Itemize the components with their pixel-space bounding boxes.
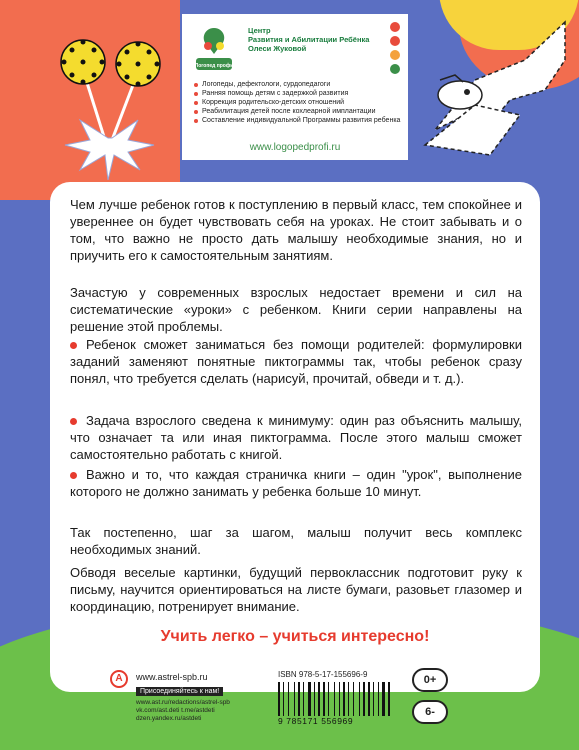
dandelion-illustration [50,20,175,180]
barcode-bar [328,682,329,716]
barcode-image [278,682,398,716]
pterodactyl-illustration [415,20,579,170]
slogan: Учить легко – учиться интересно! [160,628,430,645]
barcode-bar [296,682,297,716]
barcode-number: 9 785171 556969 [278,716,354,726]
barcode-bar [373,682,374,716]
barcode-bar [371,682,372,716]
barcode-bar [339,682,340,716]
barcode-bar [321,682,322,716]
publisher-link[interactable]: dzen.yandex.ru/astdeti [136,715,202,722]
join-us-label: Присоединяйтесь к нам! [136,687,223,696]
heart-icon [390,36,400,46]
barcode-bar [353,682,354,716]
center-title [248,26,369,53]
bullet-paragraph-2: Задача взрослого сведена к минимуму: один раз объяснить малышу, что означает та или иная пиктограмма. После этого малыш сможет самостоятельно работать с книгой. [70,413,522,462]
publisher-url-link[interactable]: www.astrel-spb.ru [136,672,208,682]
barcode-bar [334,682,335,716]
paragraph-4: Обводя веселые картинки, будущий первоклассник подготовит руку к письму, научится ориентироваться на листе бумаги, разовьет глазомер и координацию, потренирует внимание. [70,565,522,614]
logopedprofi-logo [194,24,234,72]
barcode-bar [366,682,367,716]
barcode-bar [278,682,280,716]
barcode-bar [318,682,320,716]
barcode-bar [346,682,347,716]
barcode-bar [375,682,377,716]
heart-icon [390,50,400,60]
barcode-bar [343,682,345,716]
barcode-bar [336,682,338,716]
main-text-panel [50,182,540,692]
barcode-bar [330,682,333,716]
publisher-link[interactable]: www.ast.ru/redactions/astrel-spb [136,699,230,706]
center-info-box [180,12,410,162]
barcode-bar [380,682,381,716]
age-rating-badge: 0+ [412,668,448,692]
barcode-bar [341,682,342,716]
barcode-bar [290,682,293,716]
barcode-bar [348,682,349,716]
service-item: Логопеды, дефектологи, сурдопедагоги [194,80,404,89]
services-list [194,80,404,125]
barcode-bar [305,682,307,716]
barcode-bar [355,682,358,716]
barcode-bar [303,682,304,716]
barcode-bar [382,682,385,716]
barcode-bar [316,682,317,716]
paragraph-1: Чем лучше ребенок готов к поступлению в первый класс, тем спокойнее и увереннее он будет чувствовать себя на уроках. Не стоит забывать и о том, что важно не просто дать малышу необходимые знания, но и приучить его к самостоятельным занятиям. [70,197,522,263]
barcode-bar [386,682,387,716]
heart-icon [390,22,400,32]
barcode-bar [283,682,284,716]
publisher-links [136,699,286,723]
barcode-bar [368,682,370,716]
center-title-line1: Центр [248,26,271,35]
service-item: Ранняя помощь детям с задержкой развития [194,89,404,98]
heart-icon [390,64,400,74]
barcode-bar [359,682,360,716]
service-item: Реабилитация детей после кохлеарной имплантации [194,107,404,116]
publisher-link[interactable]: vk.com/ast.deti t.me/astdeti [136,707,215,714]
paragraph-2: Зачастую у современных взрослых недостает времени и сил на систематические «уроки» с ребенком. Книги серии направлены на решение этой проблемы. [70,285,522,334]
barcode-bar [361,682,362,716]
center-url-link[interactable]: www.logopedprofi.ru [249,142,341,153]
bullet-paragraph-1: Ребенок сможет заниматься без помощи родителей: формулировки заданий заменяют понятные пиктограммы так, чтобы ребенок сразу понял, что требуется сделать (нарисуй, прочитай, обведи и т. д.). [70,337,522,386]
service-item: Составление индивидуальной Программы развития ребенка [194,116,404,125]
svg-text:Логопед профи: Логопед профи [194,63,234,69]
astrel-logo-icon: А [110,670,128,688]
age-badge: 6- [412,700,448,724]
paragraph-3: Так постепенно, шаг за шагом, малыш получит весь комплекс необходимых знаний. [70,525,522,557]
center-title-line3: Олеси Жуковой [248,44,307,53]
barcode-bar [298,682,300,716]
barcode-bar [285,682,287,716]
service-item: Коррекция родительско-детских отношений [194,98,404,107]
barcode-bar [314,682,315,716]
barcode-bar [350,682,352,716]
isbn-text: ISBN 978-5-17-155696-9 [278,670,368,679]
barcode-bar [363,682,365,716]
barcode-bar [323,682,325,716]
barcode-bar [388,682,390,716]
barcode-bar [312,682,313,716]
barcode-bar [326,682,327,716]
barcode-bar [288,682,289,716]
barcode-bar [294,682,295,716]
barcode-bar [301,682,302,716]
barcode-bar [308,682,311,716]
barcode-bar [378,682,379,716]
bullet-paragraph-3: Важно и то, что каждая страничка книги – один "урок", выполнение которого не должно занимать у ребенка больше 10 минут. [70,467,522,499]
barcode-bar [281,682,282,716]
center-title-line2: Развития и Абилитации Ребёнка [248,35,370,44]
